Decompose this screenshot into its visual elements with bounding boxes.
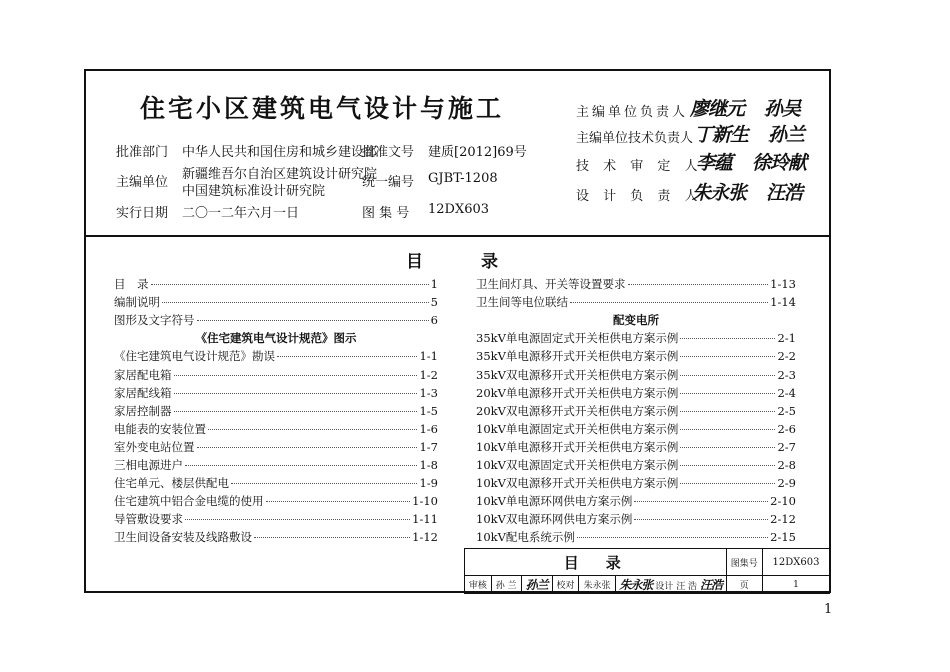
- toc-entry[interactable]: [114, 348, 438, 366]
- title-block-name: 目 录: [465, 549, 727, 576]
- toc-entry[interactable]: [114, 529, 438, 547]
- toc-entry-label: 卫生间设备安装及线路敷设: [114, 530, 252, 544]
- toc-entry[interactable]: [114, 403, 438, 421]
- toc-leader-dots: [680, 411, 775, 412]
- title-block: [464, 548, 830, 594]
- toc-title: 目 录: [406, 252, 506, 272]
- toc-entry-page: 1-2: [419, 368, 438, 382]
- signature-1a: 廖继元: [690, 98, 745, 120]
- approve-dept-value: 中华人民共和国住房和城乡建设部: [182, 145, 378, 160]
- toc-entry-label: 35kV单电源固定式开关柜供电方案示例: [476, 331, 679, 345]
- signature-2b: 孙兰: [768, 124, 805, 146]
- toc-entry-page: 1-12: [412, 530, 438, 544]
- editor-label: 主编单位: [116, 175, 169, 190]
- atlas-label: 图 集 号: [362, 206, 410, 221]
- toc-entry[interactable]: [476, 367, 796, 385]
- toc-entry-page: 2-5: [777, 404, 796, 418]
- toc-entry[interactable]: [476, 457, 796, 475]
- check-name: 朱永张: [579, 576, 615, 594]
- toc-leader-dots: [254, 537, 410, 538]
- check-label: 校对: [552, 576, 579, 594]
- toc-leader-dots: [680, 356, 775, 357]
- signature-4b: 汪浩: [766, 182, 803, 204]
- toc-entry-page: 1-7: [419, 440, 438, 454]
- toc-leader-dots: [634, 501, 768, 502]
- toc-entry-page: 2-6: [777, 422, 796, 436]
- toc-entry-label: 住宅建筑中铝合金电缆的使用: [114, 494, 264, 508]
- toc-entry-label: 室外变电站位置: [114, 440, 195, 454]
- toc-entry[interactable]: [114, 367, 438, 385]
- toc-section-heading: 《住宅建筑电气设计规范》图示: [195, 331, 357, 345]
- toc-entry-page: 1-6: [419, 422, 438, 436]
- toc-entry-label: 《住宅建筑电气设计规范》勘误: [114, 349, 275, 363]
- toc-entry-label: 家居控制器: [114, 404, 172, 418]
- toc-entry[interactable]: [476, 276, 796, 294]
- toc-entry[interactable]: [476, 294, 796, 312]
- toc-leader-dots: [634, 519, 768, 520]
- toc-leader-dots: [231, 483, 417, 484]
- toc-entry[interactable]: [476, 529, 796, 547]
- toc-leader-dots: [570, 302, 768, 303]
- toc-leader-dots: [266, 501, 411, 502]
- signature-3b: 徐玲献: [752, 152, 807, 174]
- check-signature: 朱永张: [619, 578, 653, 592]
- page-label: 页: [726, 576, 762, 594]
- toc-leader-dots: [185, 519, 410, 520]
- toc-entry-page: 1-9: [419, 476, 438, 490]
- resp-role-4: 设 计 负 责 人: [576, 189, 703, 204]
- toc-leader-dots: [680, 393, 775, 394]
- toc-entry-label: 住宅单元、楼层供配电: [114, 476, 229, 490]
- toc-leader-dots: [680, 338, 775, 339]
- toc-entry[interactable]: [476, 439, 796, 457]
- toc-leader-dots: [174, 393, 418, 394]
- toc-leader-dots: [197, 320, 429, 321]
- toc-leader-dots: [680, 483, 775, 484]
- toc-entry-page: 2-7: [777, 440, 796, 454]
- toc-entry-page: 1-1: [419, 349, 438, 363]
- toc-entry[interactable]: [476, 421, 796, 439]
- toc-entry[interactable]: [476, 348, 796, 366]
- toc-entry[interactable]: [476, 511, 796, 529]
- toc-entry-label: 导管敷设要求: [114, 512, 183, 526]
- toc-leader-dots: [680, 375, 775, 376]
- toc-entry-page: 5: [430, 295, 438, 309]
- date-label: 实行日期: [116, 206, 169, 221]
- toc-leader-dots: [277, 356, 417, 357]
- toc-entry-page: 2-9: [777, 476, 796, 490]
- design-name: 汪 浩: [676, 582, 698, 592]
- toc-entry[interactable]: [114, 421, 438, 439]
- toc-entry-page: 2-15: [770, 530, 796, 544]
- toc-entry-label: 10kV单电源固定式开关柜供电方案示例: [476, 422, 679, 436]
- toc-entry[interactable]: [476, 403, 796, 421]
- toc-entry-label: 10kV配电系统示例: [476, 530, 575, 544]
- review-label: 审核: [465, 576, 492, 594]
- toc-entry-page: 2-2: [777, 349, 796, 363]
- resp-role-2: 主编单位技术负责人: [576, 131, 694, 146]
- resp-role-1: 主编单位负责人: [576, 105, 689, 120]
- toc-entry-label: 图形及文字符号: [114, 313, 195, 327]
- toc-entry-page: 6: [430, 313, 438, 327]
- design-label: 设计: [655, 582, 674, 592]
- toc-entry-label: 家居配线箱: [114, 386, 172, 400]
- page-value: 1: [763, 576, 830, 594]
- toc-leader-dots: [174, 411, 418, 412]
- header-divider: [86, 235, 829, 237]
- signature-2a: 丁新生: [694, 124, 749, 146]
- toc-entry-label: 10kV单电源移开式开关柜供电方案示例: [476, 440, 679, 454]
- toc-entry-label: 卫生间灯具、开关等设置要求: [476, 277, 626, 291]
- toc-entry-page: 1-14: [770, 295, 796, 309]
- toc-section-heading: 配变电所: [613, 313, 659, 327]
- unified-no-value: GJBT-1208: [428, 171, 498, 186]
- toc-entry-page: 2-4: [777, 386, 796, 400]
- toc-entry-label: 35kV双电源移开式开关柜供电方案示例: [476, 368, 679, 382]
- toc-entry[interactable]: [114, 294, 438, 312]
- toc-entry-label: 10kV双电源环网供电方案示例: [476, 512, 633, 526]
- toc-entry-label: 10kV单电源环网供电方案示例: [476, 494, 633, 508]
- toc-entry-label: 目 录: [114, 277, 149, 291]
- toc-leader-dots: [680, 447, 775, 448]
- toc-entry-label: 家居配电箱: [114, 368, 172, 382]
- toc-entry[interactable]: [114, 493, 438, 511]
- atlas-value: 12DX603: [428, 202, 490, 217]
- date-value: 二〇一二年六月一日: [182, 206, 300, 221]
- toc-leader-dots: [680, 465, 775, 466]
- toc-leader-dots: [208, 429, 417, 430]
- toc-entry[interactable]: [114, 511, 438, 529]
- toc-entry-label: 10kV双电源固定式开关柜供电方案示例: [476, 458, 679, 472]
- signature-3a: 李蕴: [696, 152, 733, 174]
- toc-entry-page: 2-12: [770, 512, 796, 526]
- toc-entry-page: 1-11: [412, 512, 438, 526]
- toc-entry-label: 10kV双电源移开式开关柜供电方案示例: [476, 476, 679, 490]
- signature-4a: 朱永张: [692, 182, 747, 204]
- document-title: 住宅小区建筑电气设计与施工: [140, 94, 505, 123]
- toc-entry[interactable]: [114, 312, 438, 330]
- toc-entry[interactable]: [476, 330, 796, 348]
- resp-role-3: 技 术 审 定 人: [576, 159, 703, 174]
- editor-value-2: 中国建筑标准设计研究院: [182, 184, 326, 199]
- toc-entry-label: 卫生间等电位联结: [476, 295, 568, 309]
- approve-doc-label: 批准文号: [362, 145, 415, 160]
- design-signature: 汪浩: [699, 578, 722, 592]
- toc-entry-label: 35kV单电源移开式开关柜供电方案示例: [476, 349, 679, 363]
- title-block-atlas-label: 图集号: [726, 549, 762, 576]
- toc-entry-page: 1: [430, 277, 438, 291]
- toc-entry-label: 电能表的安装位置: [114, 422, 206, 436]
- unified-no-label: 统一编号: [362, 175, 415, 190]
- toc-leader-dots: [680, 429, 775, 430]
- review-name: 孙 兰: [491, 576, 521, 594]
- toc-leader-dots: [197, 447, 418, 448]
- editor-value-1: 新疆维吾尔自治区建筑设计研究院: [182, 167, 378, 182]
- toc-entry[interactable]: [476, 475, 796, 493]
- title-block-atlas-value: 12DX603: [763, 549, 830, 576]
- toc-entry-page: 1-5: [419, 404, 438, 418]
- toc-entry[interactable]: [114, 475, 438, 493]
- toc-entry-page: 2-8: [777, 458, 796, 472]
- toc-entry-label: 编制说明: [114, 295, 160, 309]
- toc-entry-page: 2-10: [770, 494, 796, 508]
- toc-entry-page: 1-3: [419, 386, 438, 400]
- toc-entry[interactable]: [114, 439, 438, 457]
- toc-entry-label: 20kV双电源移开式开关柜供电方案示例: [476, 404, 679, 418]
- toc-leader-dots: [174, 375, 418, 376]
- toc-entry-page: 2-1: [777, 331, 796, 345]
- toc-entry-label: 20kV单电源移开式开关柜供电方案示例: [476, 386, 679, 400]
- toc-entry-label: 三相电源进户: [114, 458, 183, 472]
- toc-leader-dots: [185, 465, 417, 466]
- toc-entry-page: 1-10: [412, 494, 438, 508]
- toc-entry-page: 1-13: [770, 277, 796, 291]
- toc-leader-dots: [151, 284, 429, 285]
- toc-entry[interactable]: [114, 457, 438, 475]
- review-signature: 孙兰: [521, 576, 552, 594]
- toc-leader-dots: [577, 537, 768, 538]
- page-number: 1: [824, 602, 833, 617]
- toc-leader-dots: [628, 284, 769, 285]
- toc-entry-page: 1-8: [419, 458, 438, 472]
- approve-dept-label: 批准部门: [116, 145, 169, 160]
- toc-entry[interactable]: [114, 385, 438, 403]
- toc-entry[interactable]: [476, 493, 796, 511]
- toc-entry[interactable]: [476, 385, 796, 403]
- toc-entry[interactable]: [114, 276, 438, 294]
- signature-1b: 孙吴: [764, 98, 801, 120]
- toc-entry-page: 2-3: [777, 368, 796, 382]
- drawing-frame: [84, 69, 831, 593]
- approve-doc-value: 建质[2012]69号: [428, 145, 527, 160]
- toc-leader-dots: [162, 302, 429, 303]
